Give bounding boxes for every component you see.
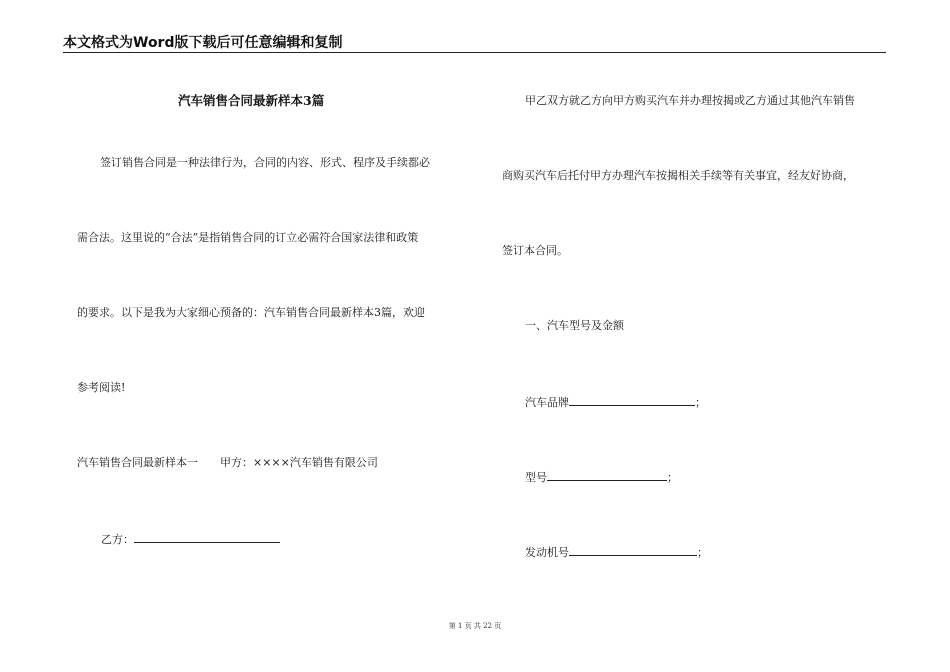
model-blank — [547, 469, 667, 481]
model-field — [525, 469, 678, 485]
page-footer: 第 1 页 共 22 页 — [448, 622, 502, 630]
party-b-blank — [134, 531, 280, 543]
document-title: 汽车销售合同最新样本3篇 — [178, 93, 325, 108]
left-para-line-1: 签订销售合同是一种法律行为，合同的内容、形式、程序及手续都必 — [100, 156, 430, 169]
model-label: 型号 — [525, 471, 547, 484]
engine-field — [525, 544, 708, 560]
engine-label: 发动机号 — [525, 546, 569, 559]
right-para-line-2: 商购买汽车后托付甲方办理汽车按揭相关手续等有关事宜，经友好协商， — [502, 169, 854, 182]
engine-semicolon: ； — [697, 546, 708, 559]
model-semicolon: ； — [667, 471, 678, 484]
left-para-line-2: 需合法。这里说的“合法”是指销售合同的订立必需符合国家法律和政策 — [77, 231, 419, 244]
brand-semicolon: ； — [695, 396, 706, 409]
party-b-line — [101, 531, 280, 547]
left-para-line-4: 参考阅读! — [77, 381, 126, 394]
right-para-line-1: 甲乙双方就乙方向甲方购买汽车并办理按揭或乙方通过其他汽车销售 — [525, 94, 855, 107]
document-banner: 本文格式为Word版下载后可任意编辑和复制 — [63, 35, 343, 51]
brand-blank — [569, 394, 695, 406]
party-b-label: 乙方： — [101, 533, 134, 546]
left-para-line-3: 的要求。以下是我为大家细心预备的：汽车销售合同最新样本3篇，欢迎 — [77, 306, 425, 319]
brand-field — [525, 394, 706, 410]
sample-one-heading: 汽车销售合同最新样本一 甲方：××××汽车销售有限公司 — [77, 456, 378, 469]
right-para-line-3: 签订本合同。 — [502, 244, 568, 257]
section-one-heading: 一、汽车型号及金额 — [525, 319, 624, 332]
engine-blank — [569, 544, 697, 556]
banner-divider — [63, 52, 886, 53]
brand-label: 汽车品牌 — [525, 396, 569, 409]
